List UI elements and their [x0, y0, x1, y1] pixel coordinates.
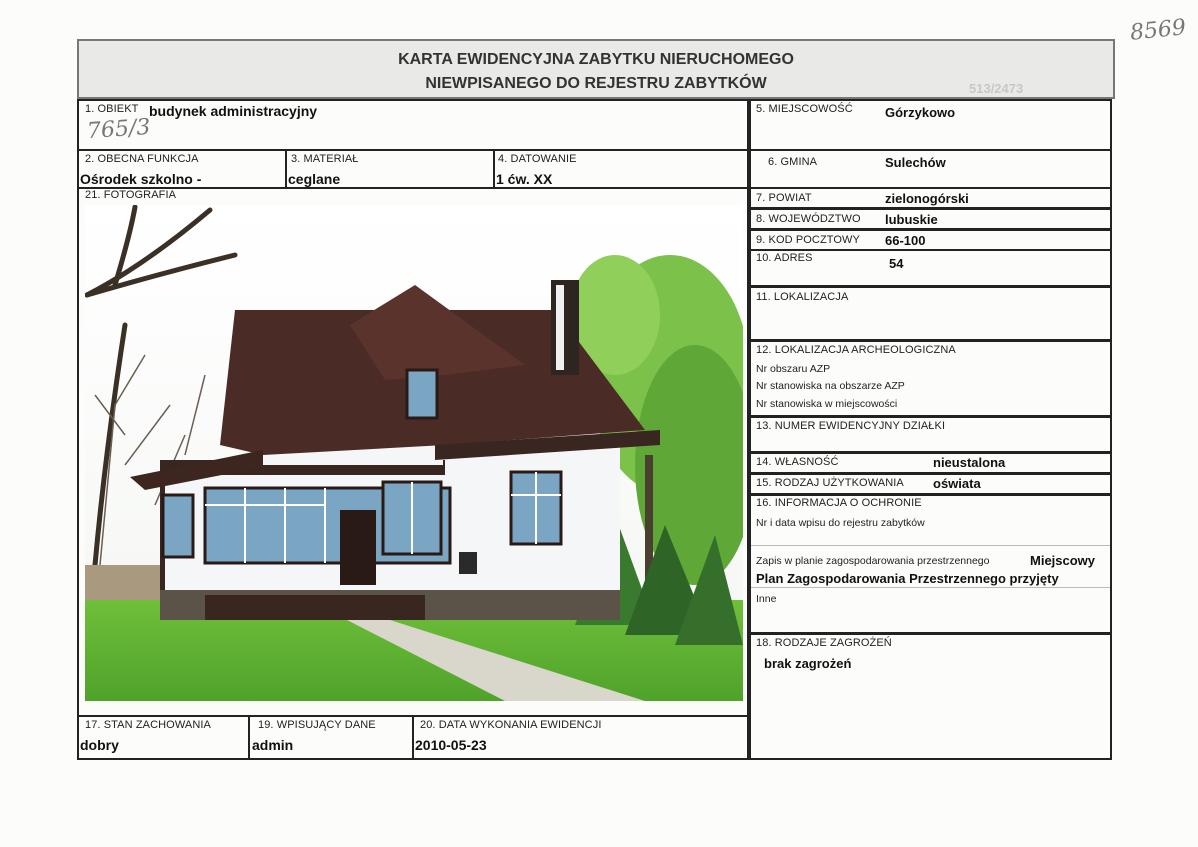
value-zagrozenia: brak zagrożeń: [764, 656, 852, 671]
field-zagrozenia: [749, 633, 1112, 760]
faded-stamp-number: 513/2473: [969, 81, 1024, 96]
label-dzialka: 13. NUMER EWIDENCYJNY DZIAŁKI: [756, 420, 946, 432]
label-zagrozenia: 18. RODZAJE ZAGROŻEŃ: [756, 637, 892, 649]
card-title-line2: NIEWPISANEGO DO REJESTRU ZABYTKÓW: [425, 75, 767, 92]
label-wlasnosc: 14. WŁASNOŚĆ: [756, 456, 839, 468]
ochrona-rejestr: Nr i data wpisu do rejestru zabytków: [756, 517, 925, 529]
field-wojewodztwo: [749, 208, 1112, 230]
field-material: [285, 149, 495, 189]
label-kod-pocztowy: 9. KOD POCZTOWY: [756, 234, 860, 246]
value-obiekt: budynek administracyjny: [149, 103, 318, 119]
archeo-line-stanowisko-miejscowosc: Nr stanowiska w miejscowości: [756, 398, 898, 410]
field-numer-dzialki: [749, 416, 1112, 453]
label-data-ewidencji: 20. DATA WYKONANIA EWIDENCJI: [420, 719, 602, 731]
label-powiat: 7. POWIAT: [756, 192, 812, 204]
field-funkcja: [77, 149, 287, 189]
label-obiekt: 1. OBIEKT: [85, 103, 139, 115]
label-wpisujacy: 19. WPISUJĄCY DANE: [258, 719, 376, 731]
field-data-ewidencji: [412, 715, 749, 760]
ochrona-inne: Inne: [756, 593, 777, 605]
label-uzytkowanie: 15. RODZAJ UŻYTKOWANIA: [756, 477, 904, 489]
field-adres: [749, 249, 1112, 287]
field-uzytkowanie: [749, 473, 1112, 495]
field-miejscowosc: [749, 99, 1112, 151]
field-lokalizacja: [749, 286, 1112, 341]
ochrona-plan-value-1: Miejscowy: [1030, 553, 1096, 568]
label-miejscowosc: 5. MIEJSCOWOŚĆ: [756, 103, 853, 115]
label-adres: 10. ADRES: [756, 252, 813, 264]
field-kod-pocztowy: [749, 229, 1112, 251]
handwritten-obiekt-number: 765/3: [86, 114, 152, 145]
value-gmina: Sulechów: [885, 155, 946, 170]
card-title-line1: KARTA EWIDENCYJNA ZABYTKU NIERUCHOMEGO: [398, 51, 794, 68]
field-obiekt: [77, 99, 749, 151]
ochrona-plan-value-2: Plan Zagospodarowania Przestrzennego przyjęty: [756, 571, 1059, 586]
label-datowanie: 4. DATOWANIE: [498, 153, 577, 165]
label-material: 3. MATERIAŁ: [291, 153, 359, 165]
value-wpisujacy: admin: [252, 737, 294, 753]
value-stan: dobry: [80, 737, 119, 753]
label-funkcja: 2. OBECNA FUNKCJA: [85, 153, 199, 165]
field-datowanie: [493, 149, 749, 189]
archeo-line-azp: Nr obszaru AZP: [756, 363, 831, 375]
value-wojewodztwo: lubuskie: [885, 212, 938, 227]
field-wlasnosc: [749, 452, 1112, 474]
value-miejscowosc: Górzykowo: [885, 105, 956, 120]
value-adres: 54: [889, 256, 904, 271]
value-material: ceglane: [288, 171, 341, 187]
label-wojewodztwo: 8. WOJEWÓDZTWO: [756, 213, 861, 225]
building-photo: [85, 205, 743, 701]
archeo-line-stanowisko-azp: Nr stanowiska na obszarze AZP: [756, 380, 905, 392]
handwritten-archive-number: 8569: [1128, 15, 1188, 46]
label-fotografia: 21. FOTOGRAFIA: [85, 189, 177, 201]
value-uzytkowanie: oświata: [933, 476, 981, 491]
field-wpisujacy: [248, 715, 414, 760]
label-ochrona: 16. INFORMACJA O OCHRONIE: [756, 497, 922, 509]
field-lokalizacja-archeologiczna: [749, 340, 1112, 417]
ochrona-divider: [751, 545, 1110, 546]
value-powiat: zielonogórski: [885, 191, 969, 206]
label-lokalizacja: 11. LOKALIZACJA: [756, 291, 849, 303]
field-stan: [77, 715, 250, 760]
field-ochrona: [749, 494, 1112, 634]
ochrona-divider-2: [751, 587, 1110, 588]
field-gmina: [749, 149, 1112, 189]
label-archeo: 12. LOKALIZACJA ARCHEOLOGICZNA: [756, 344, 956, 356]
card-header: [77, 39, 1115, 99]
field-fotografia: [77, 187, 749, 717]
value-datowanie: 1 ćw. XX: [496, 171, 553, 187]
ochrona-plan-label: Zapis w planie zagospodarowania przestrzennego: [756, 555, 990, 567]
label-stan: 17. STAN ZACHOWANIA: [85, 719, 211, 731]
value-funkcja: Ośrodek szkolno -: [80, 171, 202, 187]
value-data-ewidencji: 2010-05-23: [415, 737, 487, 753]
value-wlasnosc: nieustalona: [933, 455, 1006, 470]
value-kod-pocztowy: 66-100: [885, 233, 926, 248]
label-gmina: 6. GMINA: [768, 156, 818, 168]
field-powiat: [749, 187, 1112, 209]
